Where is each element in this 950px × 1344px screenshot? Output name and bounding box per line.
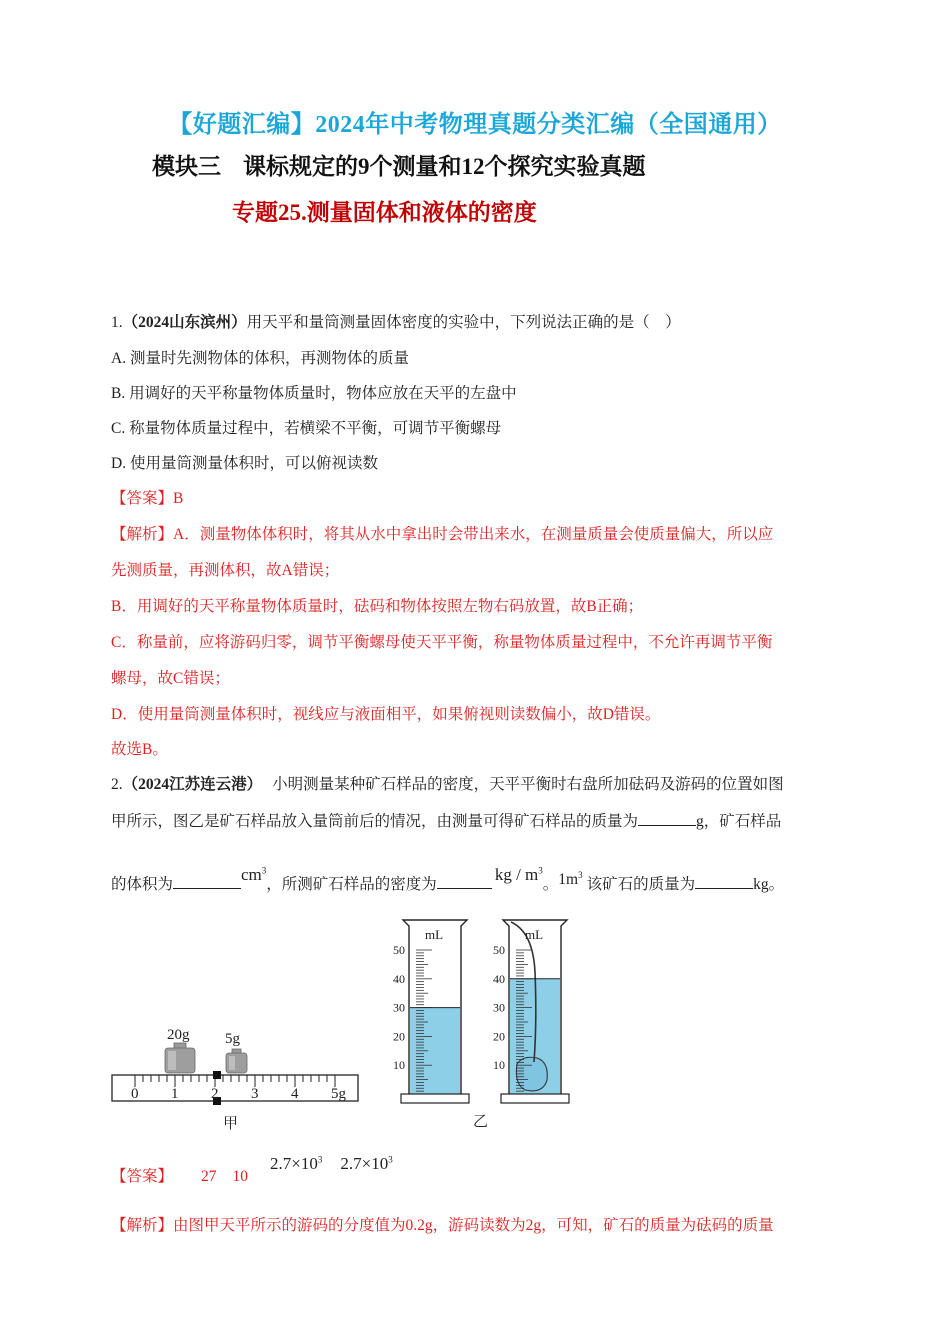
weight-5g-icon: [226, 1049, 247, 1073]
q2-stem-2: [111, 809, 781, 831]
q2-answer-ore-mass-base: 2.7×10: [340, 1154, 389, 1173]
cylinder-tick-label: 50: [493, 943, 505, 957]
q1-analysis-4: C．称量前，应将游码归零，调节平衡螺母使天平平衡，称量物体质量过程中，不允许再调节平衡: [111, 634, 773, 651]
ruler-label: 5g: [331, 1086, 346, 1102]
q1-analysis-1: [111, 522, 773, 544]
module-name: 课标规定的9个测量和12个探究实验真题: [243, 154, 646, 179]
q2-stem-1: [111, 772, 784, 794]
q2-analysis-label: 【解析】: [111, 1217, 174, 1234]
q2-answer-density-exp: 3: [317, 1154, 323, 1165]
q2-stem-text-1: 小明测量某种矿石样品的密度，天平平衡时右盘所加砝码及游码的位置如图: [272, 776, 784, 793]
q2-analysis-text: 由图甲天平所示的游码的分度值为0.2g，游码读数为2g，可知，矿石的质量为砝码的质量: [173, 1217, 774, 1234]
cylinder-before-base: [401, 1094, 469, 1103]
q2-blank-mass[interactable]: [638, 811, 696, 826]
unit-cm-sup: 3: [261, 865, 267, 876]
q1-stem-text: 用天平和量筒测量固体密度的实验中，下列说法正确的是（ ）: [246, 314, 681, 331]
q2-stem-text-3d: 该矿石的质量为: [586, 876, 696, 893]
q1-option-b: B. 用调好的天平称量物体质量时，物体应放在天平的左盘中: [111, 385, 517, 402]
figure-yi-cylinders: [385, 912, 585, 1132]
q1-source: （2024山东滨州）: [122, 314, 247, 331]
unit-kg-text: kg / m: [494, 865, 539, 884]
cylinder-tick-label: 30: [393, 1000, 405, 1015]
cylinder-tick-label: 10: [393, 1058, 405, 1073]
q2-answer-label: 【答案】: [111, 1168, 174, 1185]
q2-answer-volume: 10: [232, 1168, 249, 1185]
q1-number: 1.: [111, 314, 123, 331]
ruler-label: 4: [291, 1086, 299, 1102]
q1-option-a: A. 测量时先测物体的体积，再测物体的质量: [111, 350, 409, 367]
q2-blank-ore-mass[interactable]: [695, 874, 753, 889]
q2-source: （2024江苏连云港）: [122, 776, 263, 793]
q1-analysis-3: B．用调好的天平称量物体质量时，砝码和物体按照左物右码放置，故B正确；: [111, 598, 644, 615]
cylinder-after: [493, 920, 569, 1103]
q2-answer-ore-mass-exp: 3: [388, 1154, 393, 1165]
ruler-label: 1: [171, 1086, 179, 1102]
weight-5g-label: 5g: [225, 1031, 240, 1047]
cylinder-before-unit: mL: [425, 927, 444, 942]
q1-analysis-2: 先测质量，再测体积，故A错误；: [111, 562, 340, 579]
unit-cm3: [241, 865, 266, 884]
q2-blank-volume[interactable]: [173, 874, 241, 889]
q1-answer-label: 【答案】: [111, 490, 174, 507]
q1-answer: [111, 486, 183, 508]
q1-analysis-6: D．使用量筒测量体积时，视线应与液面相平，如果俯视则读数偏小，故D错误。: [111, 706, 661, 723]
cylinder-after-base: [501, 1094, 569, 1103]
q2-answer-density: [270, 1154, 322, 1173]
cylinder-after-unit: mL: [525, 927, 544, 942]
q2-stem-text-3a: 的体积为: [111, 876, 174, 893]
unit-1m-sup: 3: [578, 869, 583, 880]
cylinder-before: [393, 920, 469, 1103]
q2-answer-mass: 27: [201, 1168, 217, 1185]
q1-analysis-5: 螺母，故C错误；: [111, 670, 230, 687]
cylinder-tick-label: 50: [393, 943, 405, 957]
q1-analysis-7: 故选B。: [111, 741, 168, 758]
q2-stem-text-2: 甲所示，图乙是矿石样品放入量筒前后的情况，由测量可得矿石样品的质量为: [111, 813, 639, 830]
q2-number: 2.: [111, 776, 123, 793]
q2-blank-density[interactable]: [437, 874, 492, 889]
module-title: [152, 148, 646, 181]
q1-option-d: D. 使用量筒测量体积时，可以俯视读数: [111, 455, 378, 472]
cylinder-tick-label: 30: [493, 1000, 505, 1015]
q2-stem-text-2b: g，矿石样品: [696, 813, 782, 830]
rider-ruler: [112, 1071, 358, 1105]
unit-kgm3: [495, 865, 543, 884]
q2-stem-text-3b: ，所测矿石样品的密度为: [266, 876, 437, 893]
q2-answer-ore-mass: [340, 1154, 392, 1173]
unit-1m3: [558, 871, 582, 888]
unit-kg-sup: 3: [538, 865, 543, 876]
cylinder-tick-label: 40: [393, 971, 405, 986]
caption-yi: 乙: [473, 1114, 489, 1130]
q1-option-c: C. 称量物体质量过程中，若横梁不平衡，可调节平衡螺母: [111, 420, 502, 437]
q2-stem-3: [111, 865, 785, 894]
q1-answer-value: B: [173, 490, 184, 507]
ruler-label: 3: [251, 1086, 259, 1102]
weight-20g-icon: [165, 1043, 195, 1073]
ruler-label: 0: [131, 1086, 139, 1102]
unit-1m-text: 1m: [558, 871, 579, 888]
caption-jia: 甲: [223, 1116, 239, 1132]
q2-stem-text-3e: kg。: [753, 876, 785, 893]
cylinder-tick-label: 20: [393, 1029, 405, 1044]
q1-analysis-label: 【解析】: [111, 526, 174, 543]
module-number: 模块三: [152, 154, 221, 179]
q1-analysis-text-1: A．测量物体体积时，将其从水中拿出时会带出来水，在测量质量会使质量偏大，所以应: [173, 526, 774, 543]
q2-analysis: [111, 1213, 774, 1235]
q1-stem: [111, 310, 681, 332]
ruler-label: 2: [211, 1086, 219, 1102]
main-title: 【好题汇编】2024年中考物理真题分类汇编（全国通用）: [168, 112, 782, 138]
figure-jia-balance: [105, 1015, 365, 1135]
weight-20g-label: 20g: [167, 1027, 190, 1043]
topic-title: 专题25.测量固体和液体的密度: [232, 200, 537, 225]
q2-answer-density-base: 2.7×10: [270, 1154, 318, 1173]
cylinder-tick-label: 10: [493, 1058, 505, 1073]
cylinder-tick-label: 20: [493, 1029, 505, 1044]
cylinder-tick-label: 40: [493, 971, 505, 986]
unit-cm-text: cm: [241, 865, 262, 884]
q2-answer: [111, 1154, 393, 1186]
q2-stem-text-3c: 。: [542, 876, 559, 893]
